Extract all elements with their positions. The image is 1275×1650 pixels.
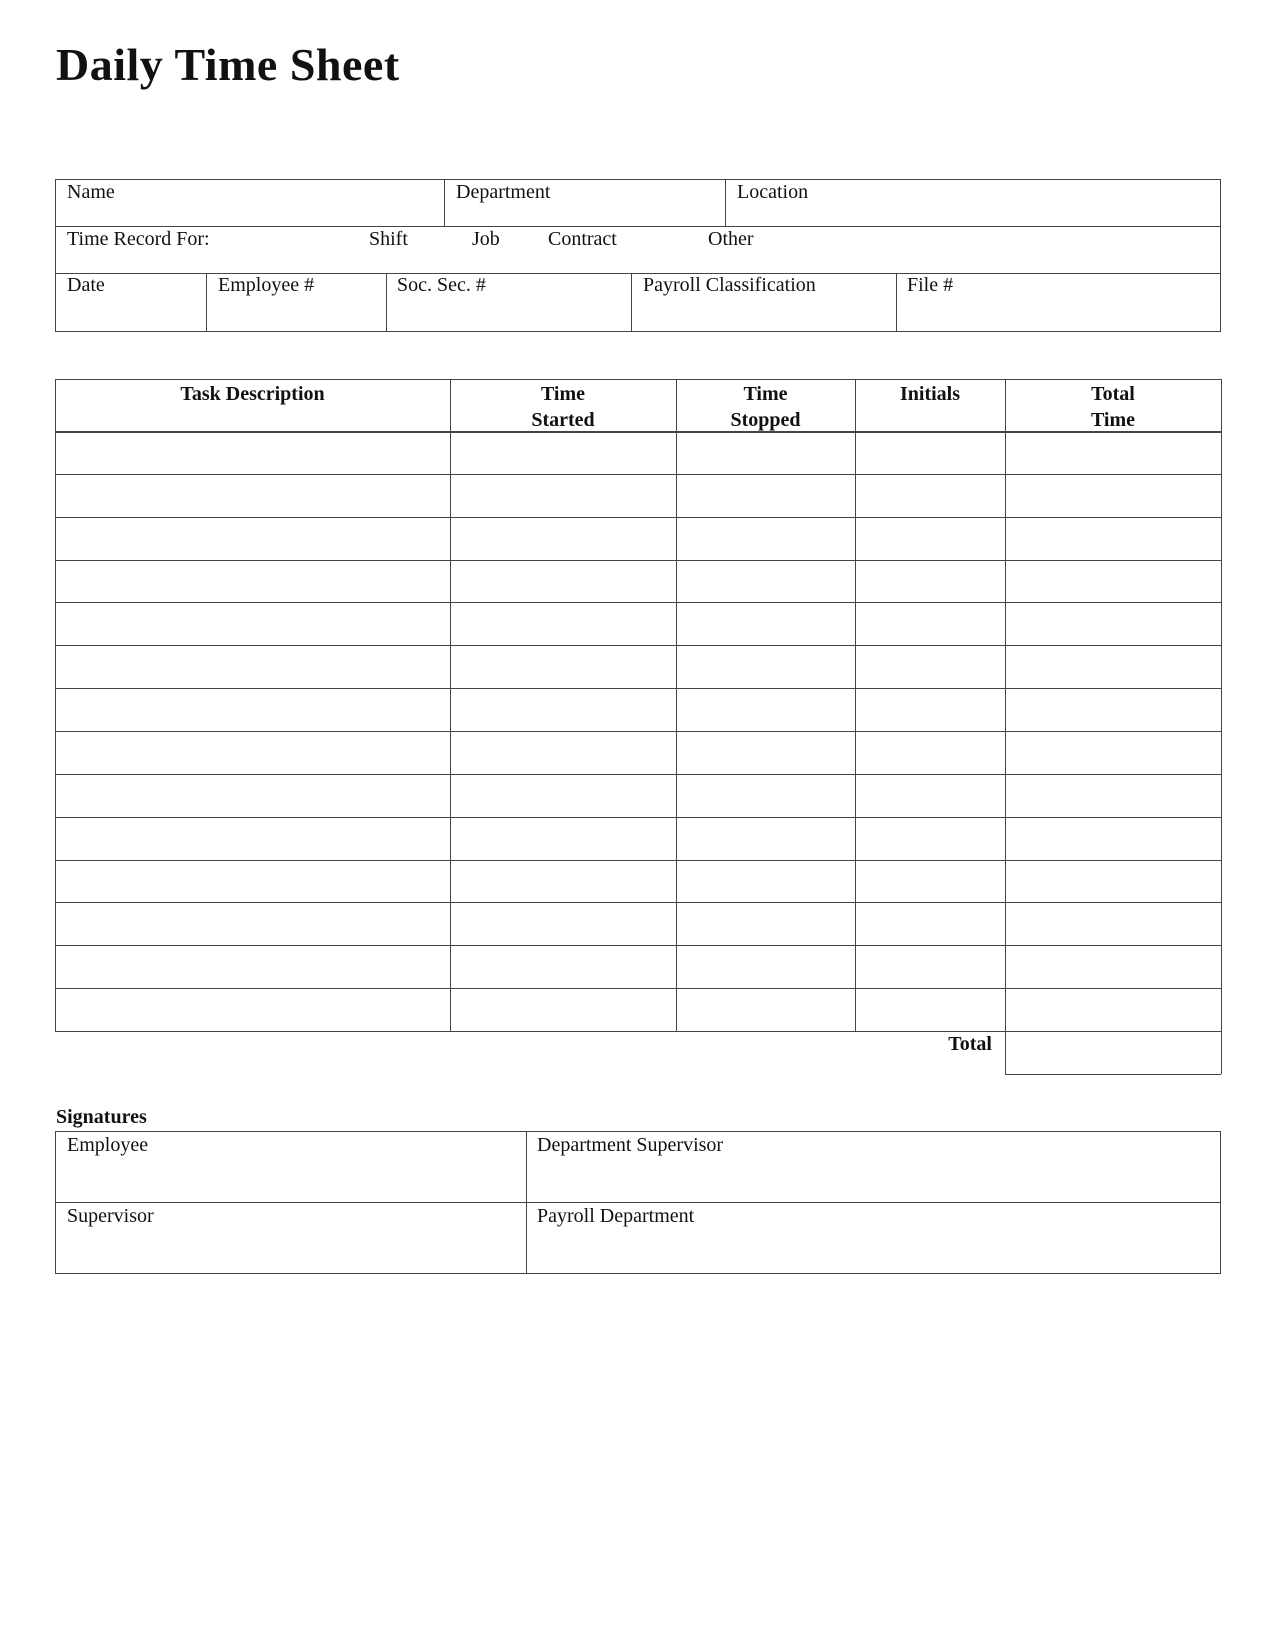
task-cell[interactable] — [856, 518, 1004, 559]
task-cell[interactable] — [451, 903, 675, 944]
task-cell[interactable] — [856, 946, 1004, 987]
task-cell[interactable] — [1006, 818, 1220, 859]
location-label: Location — [737, 181, 809, 203]
task-cell[interactable] — [677, 432, 854, 473]
divider — [1005, 1074, 1221, 1075]
task-cell[interactable] — [856, 689, 1004, 730]
task-cell[interactable] — [677, 603, 854, 644]
option-other[interactable]: Other — [708, 228, 754, 250]
option-contract[interactable]: Contract — [548, 228, 617, 250]
department-label: Department — [456, 181, 551, 203]
dept-supervisor-signature-label: Department Supervisor — [537, 1134, 724, 1156]
task-cell[interactable] — [56, 689, 449, 730]
column-header-line1: Task Description — [180, 383, 325, 405]
task-cell[interactable] — [1006, 903, 1220, 944]
task-cell[interactable] — [1006, 561, 1220, 602]
task-cell[interactable] — [56, 946, 449, 987]
task-cell[interactable] — [56, 775, 449, 816]
divider — [55, 226, 1221, 227]
employee-number-label: Employee # — [218, 274, 315, 296]
column-header — [676, 381, 855, 433]
task-cell[interactable] — [677, 861, 854, 902]
task-cell[interactable] — [677, 946, 854, 987]
task-cell[interactable] — [56, 646, 449, 687]
task-cell[interactable] — [677, 732, 854, 773]
column-header-line1: Initials — [899, 383, 961, 405]
task-cell[interactable] — [451, 561, 675, 602]
task-cell[interactable] — [451, 861, 675, 902]
column-header-line1: Total — [1091, 383, 1135, 405]
task-cell[interactable] — [56, 861, 449, 902]
task-cell[interactable] — [677, 903, 854, 944]
task-cell[interactable] — [56, 561, 449, 602]
task-cell[interactable] — [677, 646, 854, 687]
column-header-line2: Stopped — [730, 409, 801, 431]
task-cell[interactable] — [451, 432, 675, 473]
column-header-line1: Time — [743, 383, 788, 405]
task-cell[interactable] — [856, 475, 1004, 516]
task-cell[interactable] — [1006, 989, 1220, 1030]
task-cell[interactable] — [56, 732, 449, 773]
total-time-field[interactable] — [1006, 1032, 1220, 1073]
task-cell[interactable] — [56, 818, 449, 859]
column-header — [55, 381, 450, 407]
task-cell[interactable] — [451, 689, 675, 730]
task-cell[interactable] — [677, 775, 854, 816]
task-cell[interactable] — [56, 903, 449, 944]
task-cell[interactable] — [56, 989, 449, 1030]
payroll-dept-signature-label: Payroll Department — [537, 1205, 695, 1227]
column-header — [855, 381, 1005, 407]
task-cell[interactable] — [451, 989, 675, 1030]
divider — [1221, 379, 1222, 1074]
divider — [55, 379, 1221, 380]
task-cell[interactable] — [451, 732, 675, 773]
task-cell[interactable] — [677, 518, 854, 559]
task-cell[interactable] — [451, 946, 675, 987]
column-header — [450, 381, 676, 433]
name-label: Name — [67, 181, 115, 203]
task-cell[interactable] — [1006, 732, 1220, 773]
task-cell[interactable] — [56, 518, 449, 559]
task-cell[interactable] — [1006, 432, 1220, 473]
task-cell[interactable] — [856, 818, 1004, 859]
task-cell[interactable] — [856, 775, 1004, 816]
task-cell[interactable] — [1006, 646, 1220, 687]
task-cell[interactable] — [451, 818, 675, 859]
task-cell[interactable] — [1006, 946, 1220, 987]
task-cell[interactable] — [856, 861, 1004, 902]
task-cell[interactable] — [856, 732, 1004, 773]
task-cell[interactable] — [677, 561, 854, 602]
task-cell[interactable] — [856, 603, 1004, 644]
task-cell[interactable] — [677, 475, 854, 516]
task-cell[interactable] — [451, 646, 675, 687]
signatures-heading: Signatures — [56, 1106, 147, 1128]
task-cell[interactable] — [451, 775, 675, 816]
time-record-for-label: Time Record For: — [67, 228, 210, 250]
employee-signature-label: Employee — [67, 1134, 149, 1156]
task-cell[interactable] — [451, 518, 675, 559]
page-title: Daily Time Sheet — [56, 39, 400, 90]
task-cell[interactable] — [856, 989, 1004, 1030]
task-cell[interactable] — [856, 646, 1004, 687]
task-cell[interactable] — [677, 689, 854, 730]
file-number-label: File # — [907, 274, 954, 296]
task-cell[interactable] — [56, 432, 449, 473]
supervisor-signature-label: Supervisor — [67, 1205, 154, 1227]
task-cell[interactable] — [1006, 861, 1220, 902]
soc-sec-label: Soc. Sec. # — [397, 274, 486, 296]
task-cell[interactable] — [1006, 518, 1220, 559]
total-label: Total — [948, 1033, 992, 1056]
task-cell[interactable] — [1006, 775, 1220, 816]
task-cell[interactable] — [856, 432, 1004, 473]
task-cell[interactable] — [1006, 689, 1220, 730]
payroll-classification-label: Payroll Classification — [643, 274, 816, 296]
task-cell[interactable] — [856, 903, 1004, 944]
column-header-line1: Time — [540, 383, 586, 405]
task-cell[interactable] — [677, 818, 854, 859]
task-cell[interactable] — [677, 989, 854, 1030]
task-cell[interactable] — [1006, 603, 1220, 644]
column-header-line2: Started — [531, 409, 595, 431]
column-header-line2: Time — [1090, 409, 1136, 431]
option-job[interactable]: Job — [472, 228, 500, 250]
task-cell[interactable] — [56, 603, 449, 644]
task-cell[interactable] — [56, 475, 449, 516]
option-shift[interactable]: Shift — [369, 228, 408, 250]
date-label: Date — [67, 274, 105, 296]
task-cell[interactable] — [451, 603, 675, 644]
column-header — [1005, 381, 1221, 433]
task-cell[interactable] — [856, 561, 1004, 602]
task-cell[interactable] — [1006, 475, 1220, 516]
task-cell[interactable] — [451, 475, 675, 516]
